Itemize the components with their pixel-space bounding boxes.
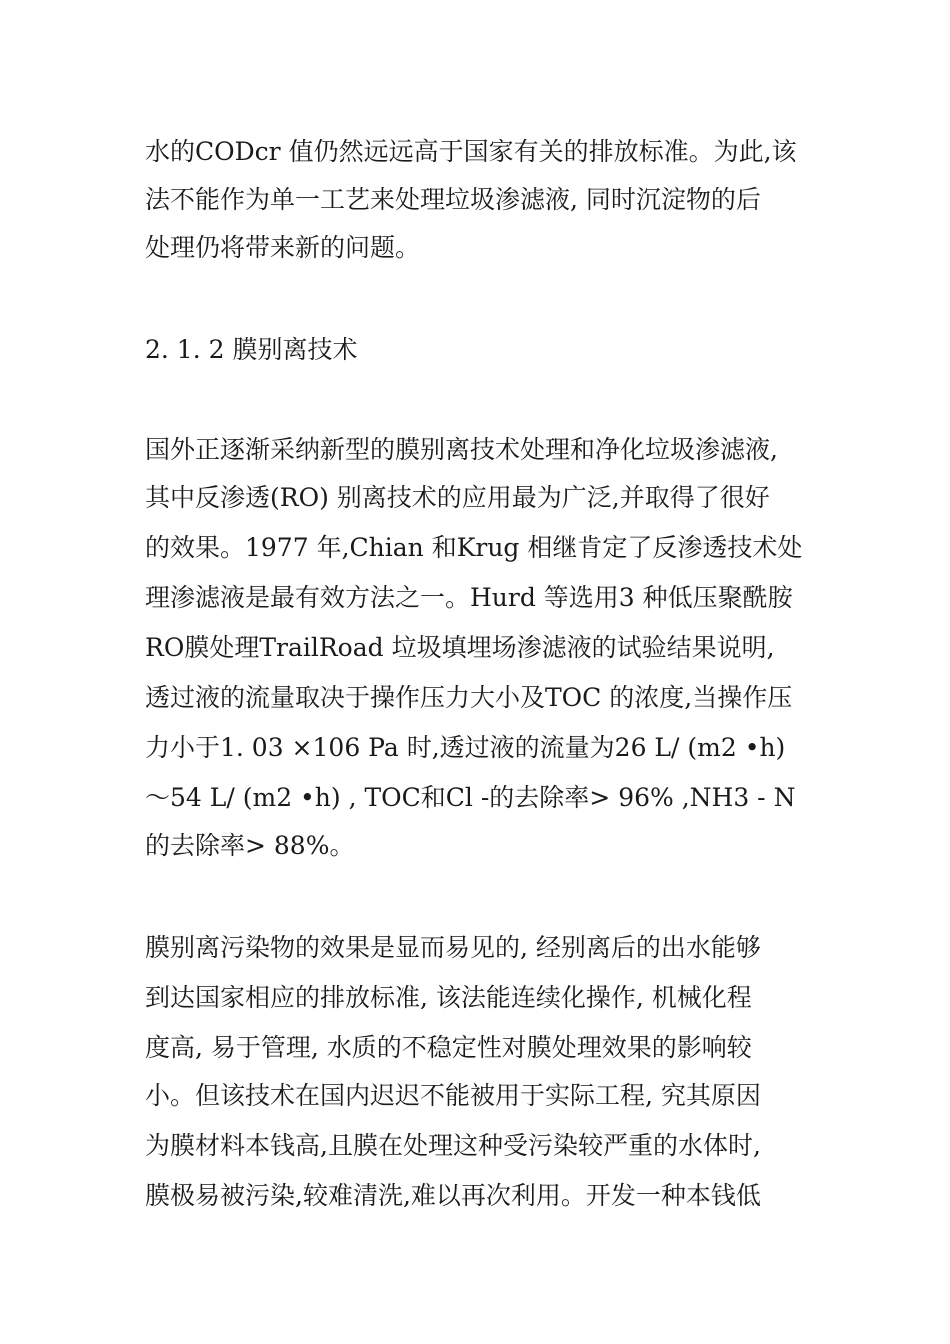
- paragraph-2-line-3: 的效果。1977 年,Chian 和Krug 相继肯定了反渗透技术处: [145, 533, 803, 562]
- paragraph-3-line-3: 度高, 易于管理, 水质的不稳定性对膜处理效果的影响较: [145, 1033, 752, 1062]
- paragraph-1-line-3: 处理仍将带来新的问题。: [145, 233, 421, 262]
- paragraph-3-line-5: 为膜材料本钱高,且膜在处理这种受污染较严重的水体时,: [145, 1131, 761, 1160]
- paragraph-2-line-1: 国外正逐渐采纳新型的膜别离技术处理和净化垃圾渗滤液,: [145, 435, 778, 464]
- paragraph-3-line-4: 小。但该技术在国内迟迟不能被用于实际工程, 究其原因: [145, 1081, 761, 1110]
- paragraph-3-line-2: 到达国家相应的排放标准, 该法能连续化操作, 机械化程: [145, 983, 752, 1012]
- section-heading: 2. 1. 2 膜别离技术: [145, 335, 358, 364]
- paragraph-2-line-5: RO膜处理TrailRoad 垃圾填埋场渗滤液的试验结果说明,: [145, 633, 775, 662]
- paragraph-2-line-4: 理渗滤液是最有效方法之一。Hurd 等选用3 种低压聚酰胺: [145, 583, 793, 612]
- paragraph-2-line-6: 透过液的流量取决于操作压力大小及TOC 的浓度,当操作压: [145, 683, 793, 712]
- paragraph-2-line-8: ～54 L/ (m2 •h) , TOC和Cl -的去除率> 96% ,NH3 - N: [145, 783, 796, 812]
- paragraph-3-line-1: 膜别离污染物的效果是显而易见的, 经别离后的出水能够: [145, 933, 761, 962]
- paragraph-1-line-1: 水的CODcr 值仍然远远高于国家有关的排放标准。为此,该: [145, 137, 797, 166]
- paragraph-2-line-9: 的去除率> 88%。: [145, 831, 355, 860]
- paragraph-1-line-2: 法不能作为单一工艺来处理垃圾渗滤液, 同时沉淀物的后: [145, 185, 761, 214]
- paragraph-2-line-2: 其中反渗透(RO) 别离技术的应用最为广泛,并取得了很好: [145, 483, 770, 512]
- paragraph-2-line-7: 力小于1. 03 ×106 Pa 时,透过液的流量为26 L/ (m2 •h): [145, 733, 786, 762]
- paragraph-3-line-6: 膜极易被污染,较难清洗,难以再次利用。开发一种本钱低: [145, 1181, 761, 1210]
